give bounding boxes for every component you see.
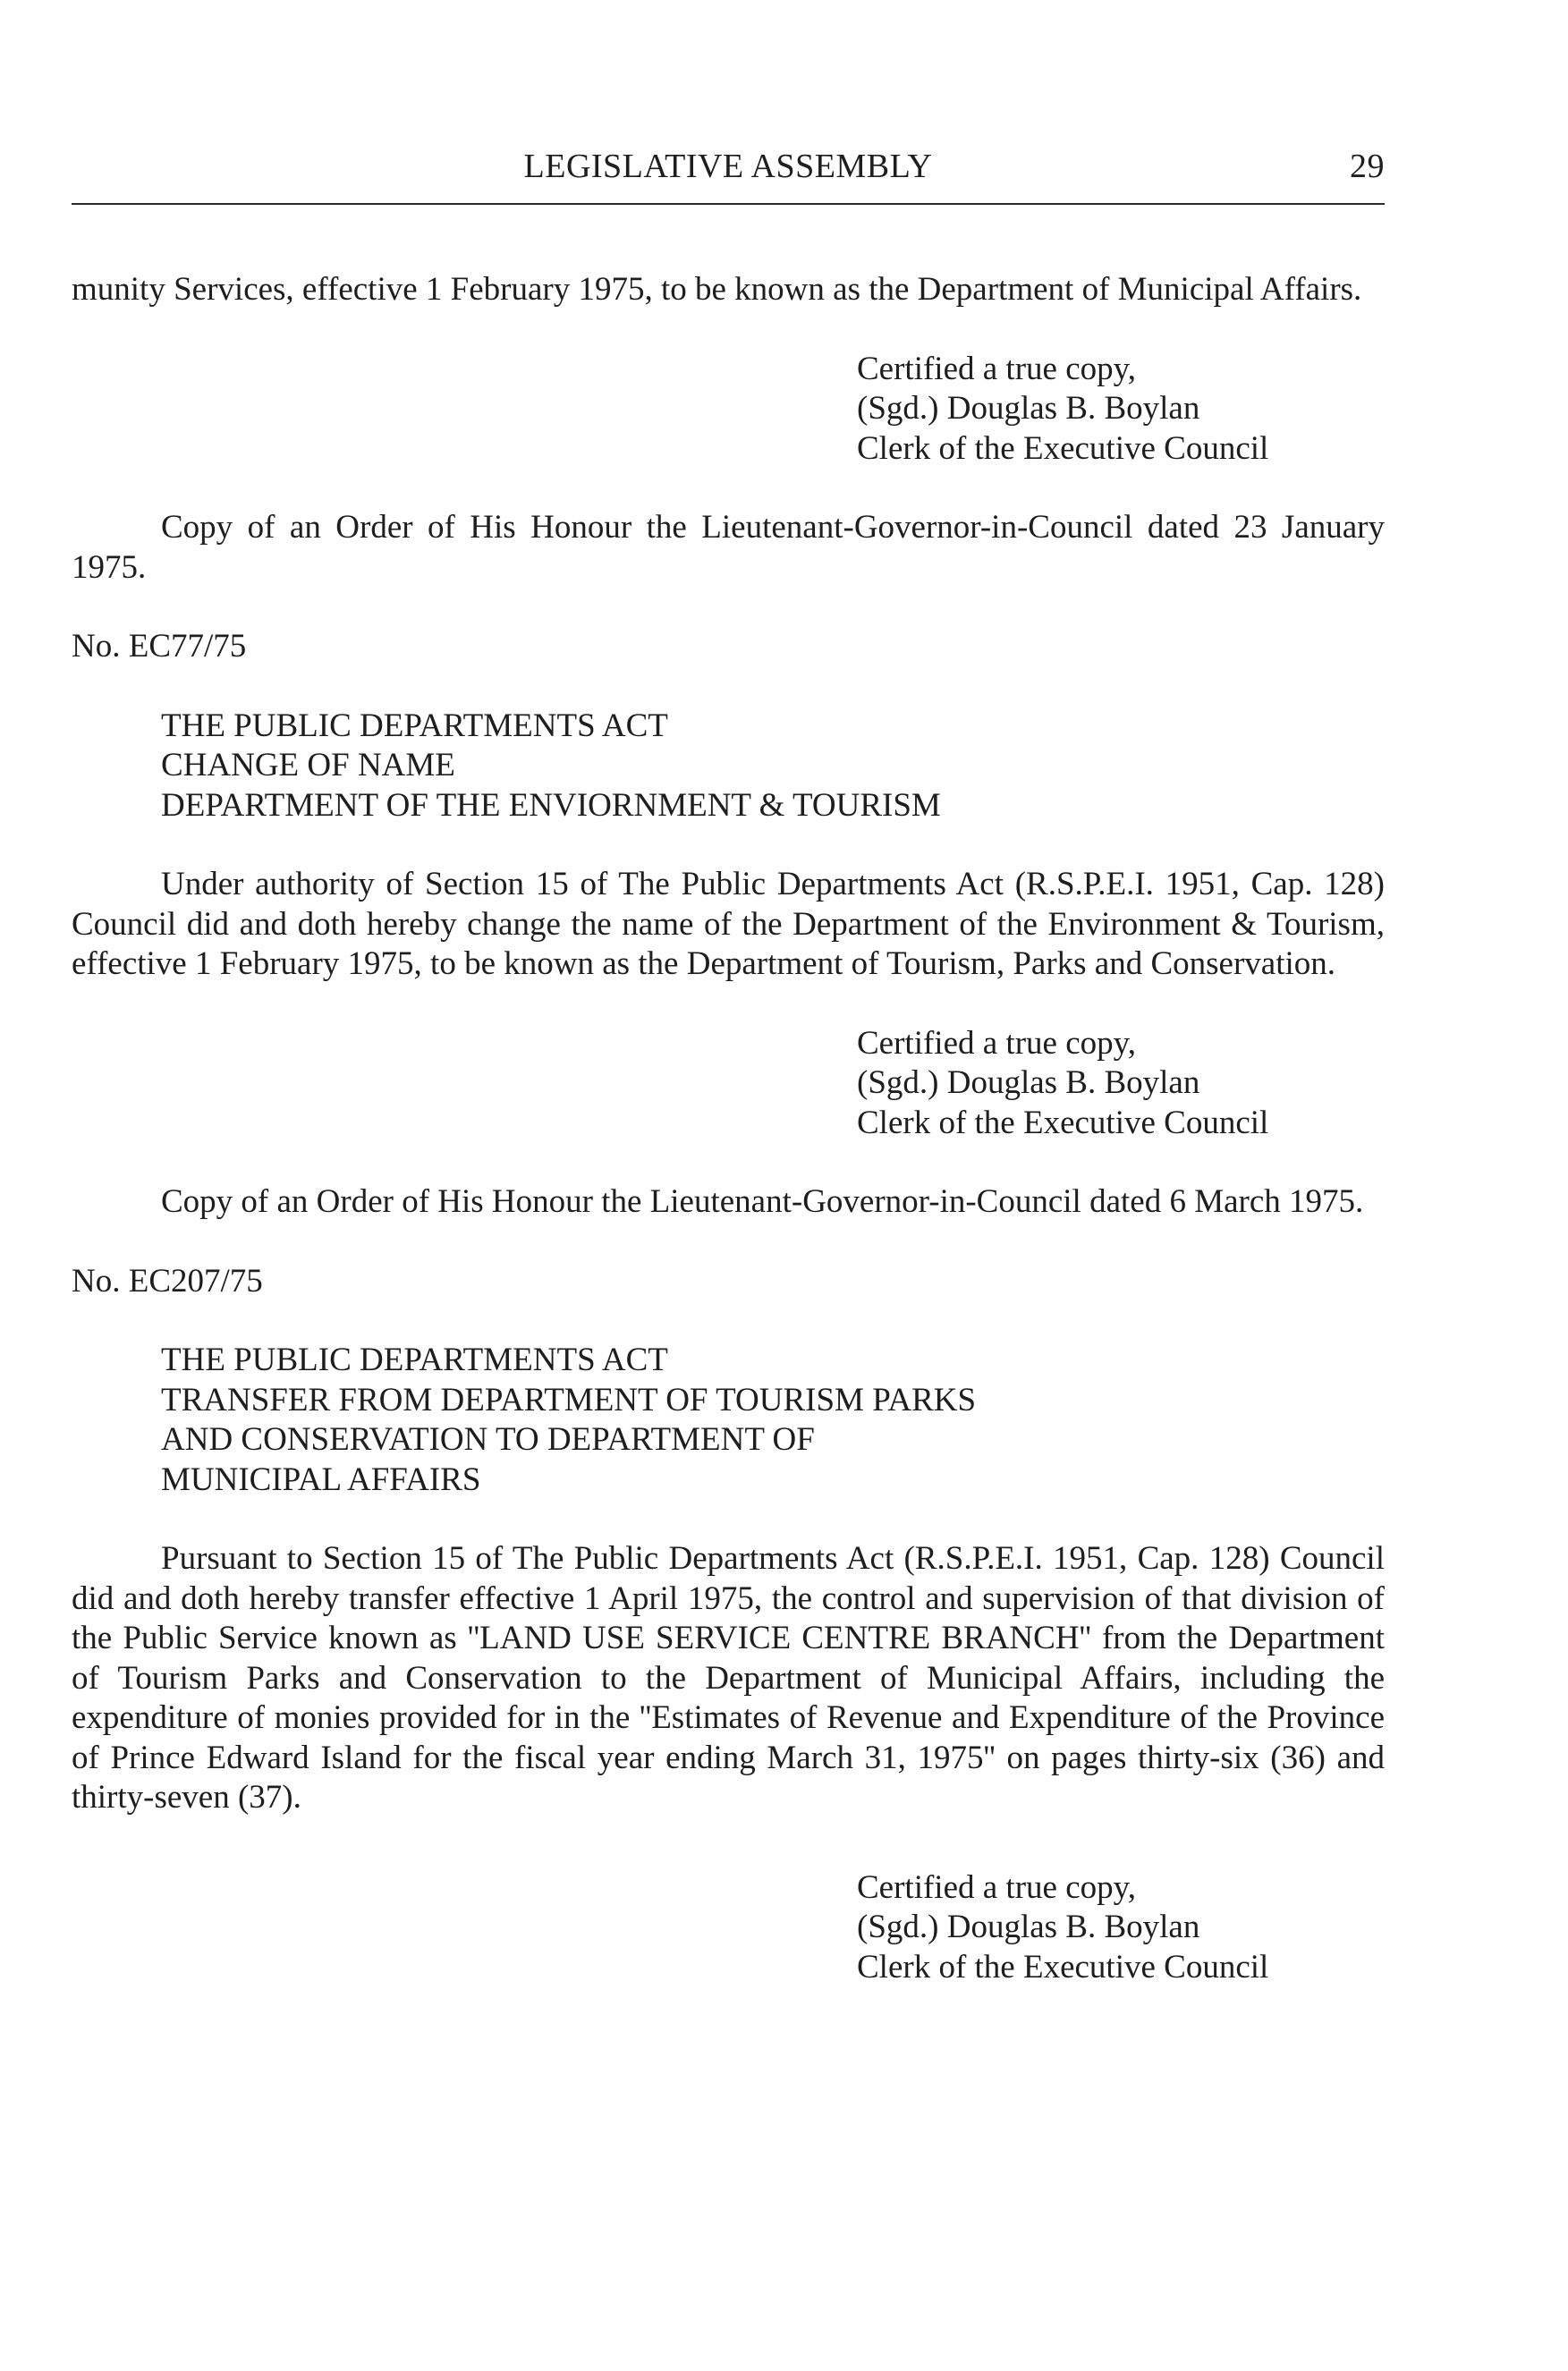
heading-line: TRANSFER FROM DEPARTMENT OF TOURISM PARKS [161, 1381, 977, 1418]
header-rule [72, 203, 1385, 205]
order-body-1: Under authority of Section 15 of The Public Departments Act (R.S.P.E.I. 1951, Cap. 128) Council did and doth hereby change the name of the Department of the Environment & Tourism, effective 1 February 1975, to be known as the Department of Tourism, Parks and Conservation. [72, 866, 1385, 982]
certification-line: Certified a true copy, [857, 350, 1136, 387]
order-heading-2 [161, 1341, 1385, 1500]
header-title: LEGISLATIVE ASSEMBLY [523, 148, 933, 185]
certification-signature: (Sgd.) Douglas B. Boylan [857, 1909, 1200, 1945]
order-intro-2: Copy of an Order of His Honour the Lieutenant-Governor-in-Council dated 6 March 1975. [161, 1183, 1364, 1220]
heading-line: MUNICIPAL AFFAIRS [161, 1461, 481, 1498]
order-number-2: No. EC207/75 [72, 1262, 263, 1300]
heading-line: THE PUBLIC DEPARTMENTS ACT [161, 1342, 668, 1378]
certification-line: Certified a true copy, [857, 1868, 1136, 1906]
continuation-paragraph: munity Services, effective 1 February 1975, to be known as the Department of Municipal Affairs. [72, 271, 1362, 308]
certification-block-2 [857, 1024, 1385, 1144]
heading-line: CHANGE OF NAME [161, 747, 455, 783]
certification-block-3 [857, 1868, 1385, 1988]
page-number: 29 [1350, 148, 1385, 185]
heading-line: AND CONSERVATION TO DEPARTMENT OF [161, 1421, 815, 1458]
certification-signature: (Sgd.) Douglas B. Boylan [857, 1064, 1200, 1101]
certification-title: Clerk of the Executive Council [857, 1948, 1269, 1986]
document-body [72, 270, 1385, 1987]
certification-title: Clerk of the Executive Council [857, 429, 1269, 467]
order-body-2: Pursuant to Section 15 of The Public Departments Act (R.S.P.E.I. 1951, Cap. 128) Council did and doth hereby transfer effective 1 April 1975, the control and supervision of that division of the Public Service known as ''LAND USE SERVICE CENTRE BRANCH'' from the Department of Tourism Parks and Conservation to the Department of Municipal Affairs, including the expenditure of monies provided for in the ''Estimates of Revenue and Expenditure of the Province of Prince Edward Island for the fiscal year ending March 31, 1975'' on pages thirty-six (36) and thirty-seven (37). [72, 1540, 1385, 1816]
certification-signature: (Sgd.) Douglas B. Boylan [857, 390, 1200, 427]
order-number-1: No. EC77/75 [72, 628, 247, 665]
certification-line: Certified a true copy, [857, 1024, 1136, 1062]
heading-line: THE PUBLIC DEPARTMENTS ACT [161, 707, 668, 744]
heading-line: DEPARTMENT OF THE ENVIORNMENT & TOURISM [161, 786, 941, 824]
certification-block-1 [857, 350, 1385, 470]
order-intro-1: Copy of an Order of His Honour the Lieutenant-Governor-in-Council dated 23 January 1975. [72, 509, 1385, 586]
order-heading-1 [161, 707, 1385, 826]
certification-title: Clerk of the Executive Council [857, 1104, 1269, 1141]
